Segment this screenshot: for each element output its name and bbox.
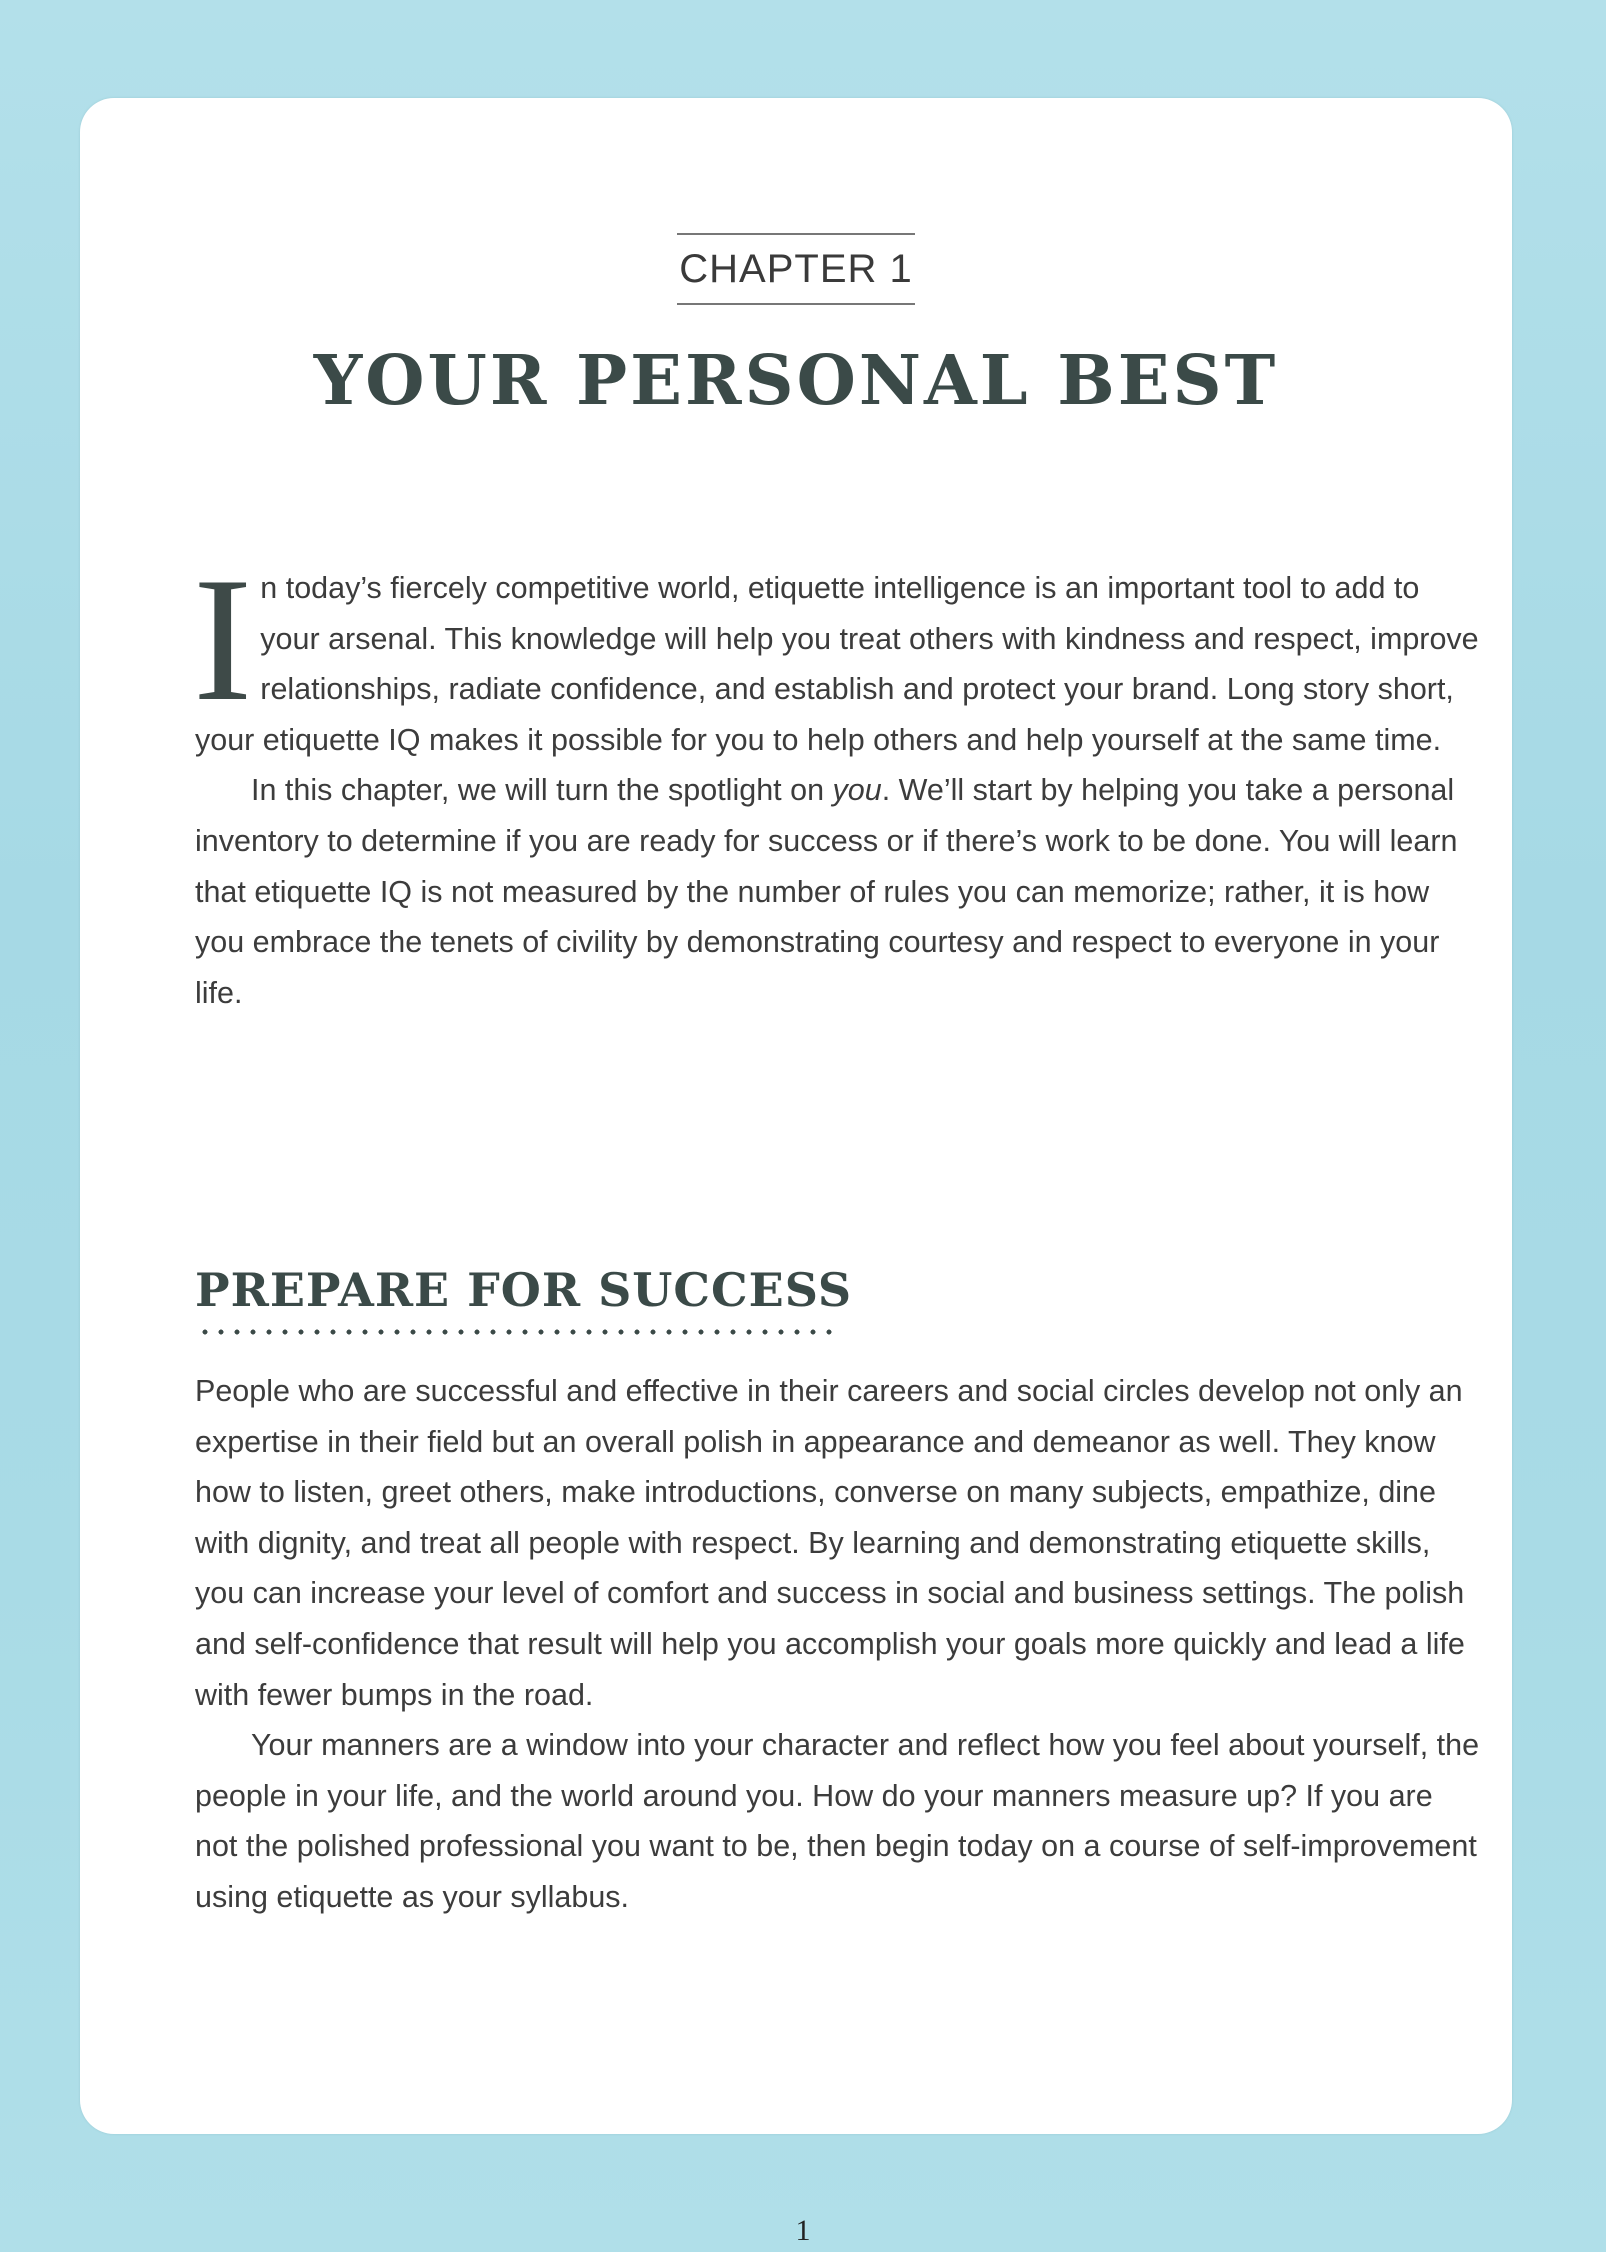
section-text	[195, 1366, 1480, 1923]
intro-text	[193, 540, 1480, 1018]
section-paragraph-2: Your manners are a window into your character and reflect how you feel about yourself, the people in your life, and the world around you. How do your manners measure up? If you are not the polished professional you want to be, then begin today on a course of self-improvement using etiquette as your syllabus.	[195, 1728, 1480, 1914]
intro-paragraph-2	[195, 765, 1480, 1018]
intro-paragraph-2-emphasis: you	[832, 773, 882, 808]
heading-dotted-underline	[197, 1329, 839, 1335]
chapter-title: YOUR PERSONAL BEST	[313, 341, 1279, 421]
section-heading: PREPARE FOR SUCCESS	[195, 1263, 853, 1317]
chapter-label-wrap	[80, 233, 1512, 305]
intro-paragraph-1	[193, 540, 1480, 765]
intro-paragraph-1-text: n today’s fiercely competitive world, etiquette intelligence is an important tool to add to your arsenal. This knowledge will help you treat others with kindness and respect, improve relationships, radiate confidence, and establish and protect your brand. Long story short, your etiquette IQ makes it possible for you to help others and help yourself at the same time.	[195, 571, 1479, 757]
intro-paragraph-2-end: . We’ll start by helping you take a personal inventory to determine if you are ready for success or if there’s work to be done. You will learn that etiquette IQ is not measured by the number of rules you can memorize; rather, it is how you embrace the tenets of civility by demonstrating courtesy and respect to everyone in your life.	[195, 773, 1458, 1010]
page-card	[80, 98, 1512, 2134]
intro-paragraph-2-start: In this chapter, we will turn the spotlight on	[251, 773, 833, 808]
drop-cap: I	[193, 540, 253, 738]
section-paragraph-1: People who are successful and effective in their careers and social circles develop not only an expertise in their field but an overall polish in appearance and demeanor as well. They know how to listen, greet others, make introductions, converse on many subjects, empathize, dine with dignity, and treat all people with respect. By learning and demonstrating etiquette skills, you can increase your level of comfort and success in social and business settings. The polish and self-confidence that result will help you accomplish your goals more quickly and lead a life with fewer bumps in the road.	[195, 1374, 1465, 1712]
chapter-label: CHAPTER 1	[677, 233, 915, 305]
page-number: 1	[795, 2214, 811, 2247]
